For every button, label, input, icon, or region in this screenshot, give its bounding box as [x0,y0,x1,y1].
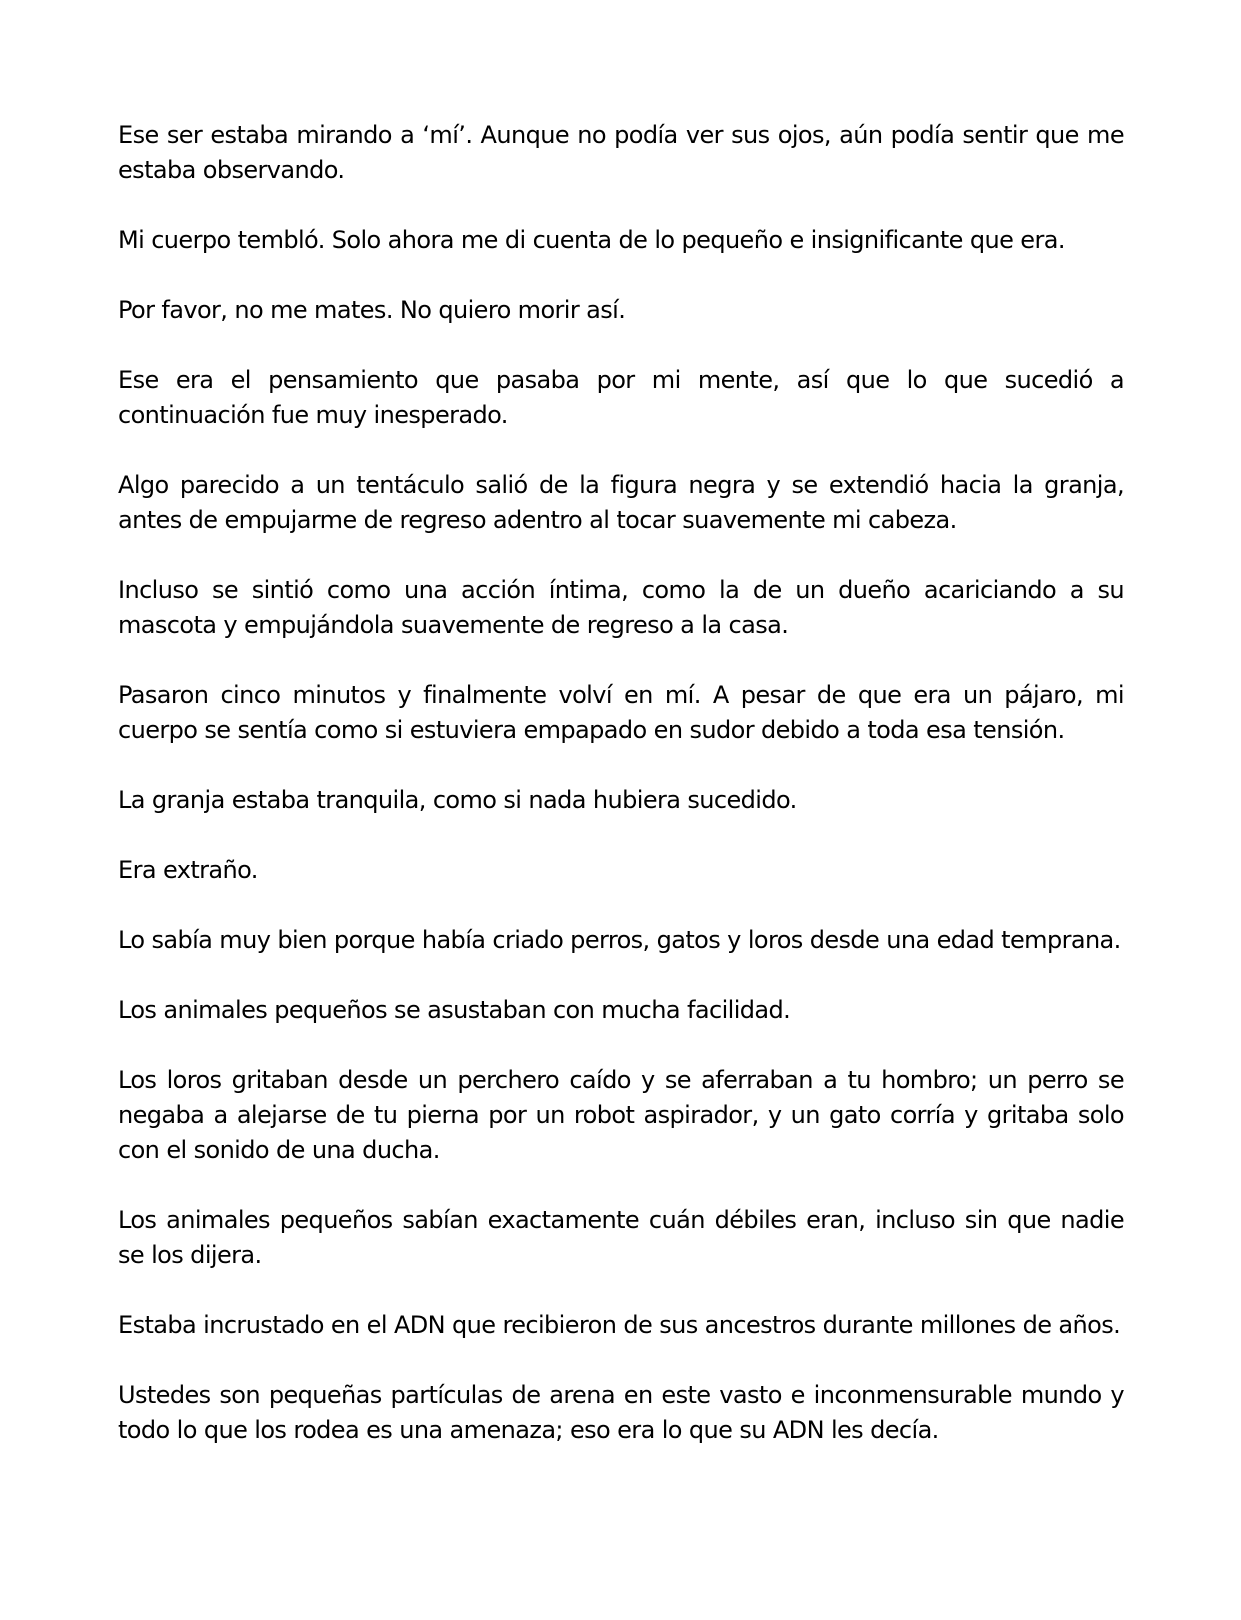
paragraph-11: Los animales pequeños se asustaban con mucha facilidad. [118,996,791,1024]
paragraph-12: Los loros gritaban desde un perchero caído y se aferraban a tu hombro; un perro se negaba a alejarse de tu pierna por un robot aspirador, y un gato corría y gritaba solo con el sonido de una ducha. [118,1066,1124,1164]
paragraph-8: La granja estaba tranquila, como si nada hubiera sucedido. [118,786,797,814]
document-body [118,118,1124,1448]
paragraph-15: Ustedes son pequeñas partículas de arena en este vasto e inconmensurable mundo y todo lo que los rodea es una amenaza; eso era lo que su ADN les decía. [118,1381,1124,1444]
paragraph-1: Ese ser estaba mirando a ‘mí’. Aunque no podía ver sus ojos, aún podía sentir que me estaba observando. [118,121,1124,184]
paragraph-6: Incluso se sintió como una acción íntima, como la de un dueño acariciando a su mascota y empujándola suavemente de regreso a la casa. [118,576,1124,639]
paragraph-9: Era extraño. [118,856,258,884]
paragraph-5: Algo parecido a un tentáculo salió de la figura negra y se extendió hacia la granja, antes de empujarme de regreso adentro al tocar suavemente mi cabeza. [118,471,1124,534]
paragraph-2: Mi cuerpo tembló. Solo ahora me di cuenta de lo pequeño e insignificante que era. [118,226,1065,254]
paragraph-10: Lo sabía muy bien porque había criado perros, gatos y loros desde una edad temprana. [118,926,1121,954]
paragraph-13: Los animales pequeños sabían exactamente cuán débiles eran, incluso sin que nadie se los dijera. [118,1206,1124,1269]
paragraph-4: Ese era el pensamiento que pasaba por mi mente, así que lo que sucedió a continuación fue muy inesperado. [118,366,1124,429]
paragraph-7: Pasaron cinco minutos y finalmente volví en mí. A pesar de que era un pájaro, mi cuerpo se sentía como si estuviera empapado en sudor debido a toda esa tensión. [118,681,1124,744]
paragraph-14: Estaba incrustado en el ADN que recibieron de sus ancestros durante millones de años. [118,1311,1121,1339]
paragraph-3: Por favor, no me mates. No quiero morir así. [118,296,626,324]
